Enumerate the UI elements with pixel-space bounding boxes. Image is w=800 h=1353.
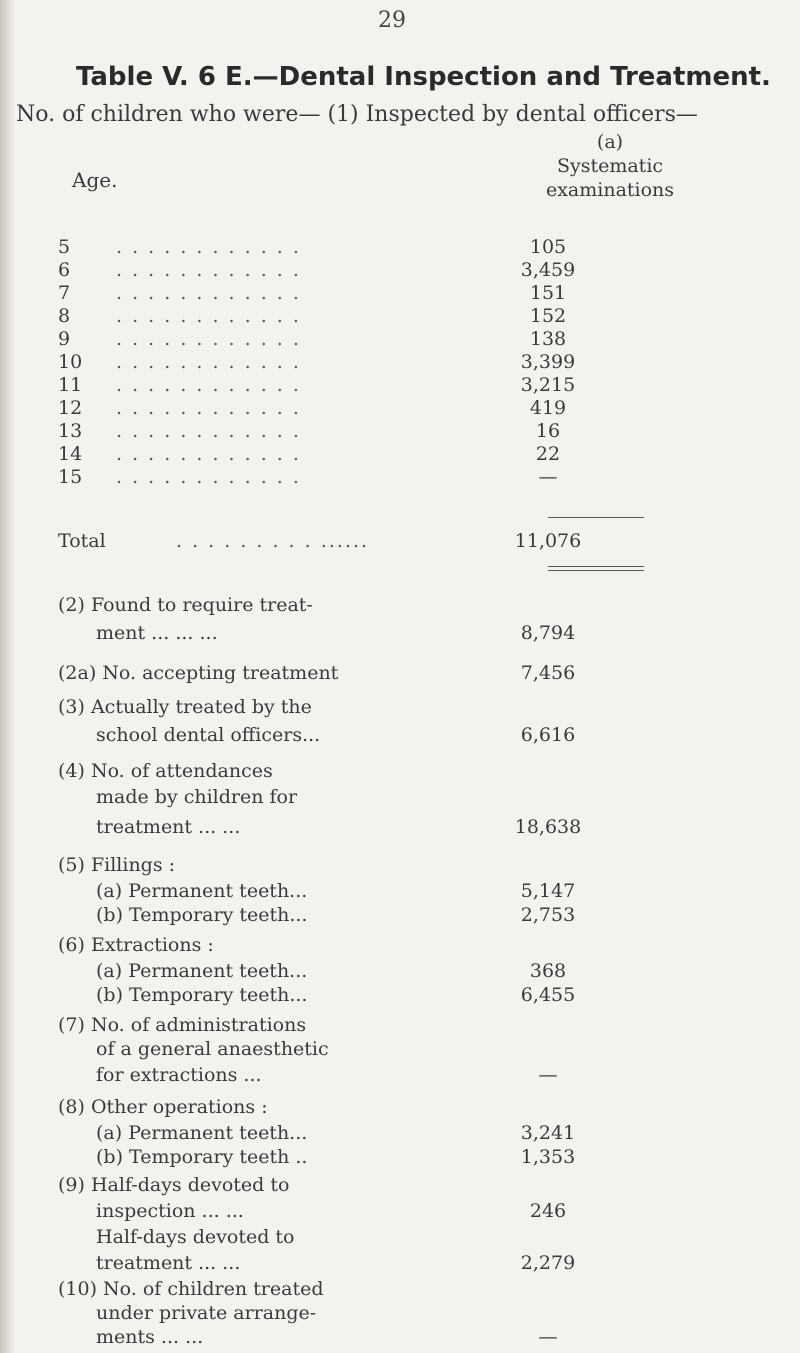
age-label: 10 — [58, 351, 83, 373]
leader-dots: . . . . . . . . . . . . — [116, 420, 301, 442]
age-label: 15 — [58, 466, 83, 488]
item-label: (a) Permanent teeth... — [96, 880, 308, 902]
item-anaesthetic — [58, 1012, 618, 1092]
leader-dots: . . . . . . . . . . . . — [116, 397, 301, 419]
leader-dots: . . . . . . . . . . . . — [116, 466, 301, 488]
age-label: 13 — [58, 420, 83, 442]
item-value: 368 — [529, 960, 567, 982]
leader-dots: . . . . . . . . . . . . — [116, 328, 301, 350]
item-label: (b) Temporary teeth... — [96, 904, 308, 926]
column-letter: (a) — [596, 131, 624, 153]
item-label: of a general anaesthetic — [96, 1038, 329, 1060]
item-value: 5,147 — [520, 880, 576, 902]
item-extractions-temporary — [58, 982, 618, 1010]
subtotal-rule — [548, 517, 644, 518]
item-label: (6) Extractions : — [58, 934, 214, 956]
item-value: — — [538, 1064, 558, 1086]
item-extractions-heading — [58, 932, 618, 960]
table-title: Table V. 6 E.—Dental Inspection and Treatment. — [76, 62, 771, 92]
item-other-operations-heading — [58, 1094, 618, 1122]
item-label: (3) Actually treated by the — [58, 696, 312, 718]
item-value: 6,455 — [520, 984, 576, 1006]
item-value: 2,279 — [520, 1252, 576, 1274]
item-label: inspection ... ... — [96, 1200, 244, 1222]
item-label: treatment ... ... — [96, 816, 241, 838]
item-label: (b) Temporary teeth .. — [96, 1146, 308, 1168]
age-row — [58, 466, 618, 494]
item-label: school dental officers... — [96, 724, 321, 746]
item-value: — — [538, 1326, 558, 1348]
item-value: 2,753 — [520, 904, 576, 926]
item-label: for extractions ... — [96, 1064, 262, 1086]
item-value: 6,616 — [520, 724, 576, 746]
age-label: 7 — [58, 282, 71, 304]
item-require-treatment — [58, 592, 618, 646]
item-label: (2a) No. accepting treatment — [58, 662, 339, 684]
item-label: treatment ... ... — [96, 1252, 241, 1274]
item-attendances — [58, 758, 618, 842]
age-value: 138 — [529, 328, 567, 350]
age-value: 151 — [529, 282, 567, 304]
item-value: 1,353 — [520, 1146, 576, 1168]
item-value: 18,638 — [514, 816, 582, 838]
age-value: 22 — [535, 443, 561, 465]
total-double-rule — [548, 566, 644, 567]
leader-dots: . . . . . . . . . . . . — [116, 374, 301, 396]
item-value: 8,794 — [520, 622, 576, 644]
item-label: Half-days devoted to — [96, 1226, 295, 1248]
item-label: (a) Permanent teeth... — [96, 960, 308, 982]
age-label: 5 — [58, 236, 71, 258]
age-value: 3,215 — [520, 374, 576, 396]
age-label: 6 — [58, 259, 71, 281]
age-value: 3,459 — [520, 259, 576, 281]
leader-dots: . . . . . . . . . . . . — [116, 236, 301, 258]
item-fillings-temporary — [58, 902, 618, 930]
age-value: 419 — [529, 397, 567, 419]
leader-dots: . . . . . . . . . . . . — [116, 305, 301, 327]
item-label: (9) Half-days devoted to — [58, 1174, 290, 1196]
item-label: (2) Found to require treat- — [58, 594, 313, 616]
leader-dots: . . . . . . . . . . . . — [116, 443, 301, 465]
page-edge-shadow — [0, 0, 14, 1353]
item-label: ment ... ... ... — [96, 622, 218, 644]
item-value: 246 — [529, 1200, 567, 1222]
age-label: 9 — [58, 328, 71, 350]
item-label: (a) Permanent teeth... — [96, 1122, 308, 1144]
item-half-days-treatment — [58, 1224, 618, 1278]
item-other-temporary — [58, 1144, 618, 1172]
item-private-arrangements — [58, 1276, 618, 1352]
item-label: ments ... ... — [96, 1326, 204, 1348]
age-label: 12 — [58, 397, 83, 419]
item-value: 7,456 — [520, 662, 576, 684]
item-value: 3,241 — [520, 1122, 576, 1144]
age-label: 11 — [58, 374, 83, 396]
leader-dots: . . . . . . . . . ...... — [176, 530, 369, 552]
leader-dots: . . . . . . . . . . . . — [116, 351, 301, 373]
leader-dots: . . . . . . . . . . . . — [116, 282, 301, 304]
age-value: 16 — [535, 420, 561, 442]
age-value: — — [538, 466, 558, 488]
column-header-line2: examinations — [545, 179, 675, 201]
page-number: 29 — [378, 8, 406, 33]
age-value: 105 — [529, 236, 567, 258]
item-fillings-heading — [58, 852, 618, 880]
age-label: 14 — [58, 443, 83, 465]
item-label: (b) Temporary teeth... — [96, 984, 308, 1006]
item-label: (10) No. of children treated — [58, 1278, 324, 1300]
total-label: Total — [58, 530, 106, 552]
total-value: 11,076 — [514, 530, 582, 552]
table-subtitle: No. of children who were— (1) Inspected by dental officers— — [16, 102, 698, 127]
age-label: 8 — [58, 305, 71, 327]
age-column-header: Age. — [72, 168, 118, 192]
item-actually-treated — [58, 694, 618, 748]
item-accepting-treatment — [58, 660, 618, 688]
item-label: (4) No. of attendances — [58, 760, 273, 782]
item-label: (8) Other operations : — [58, 1096, 268, 1118]
item-label: (7) No. of administrations — [58, 1014, 307, 1036]
item-label: (5) Fillings : — [58, 854, 176, 876]
age-value: 3,399 — [520, 351, 576, 373]
leader-dots: . . . . . . . . . . . . — [116, 259, 301, 281]
item-label: made by children for — [96, 786, 298, 808]
age-value: 152 — [529, 305, 567, 327]
item-label: under private arrange- — [96, 1302, 317, 1324]
column-header-line1: Systematic — [556, 155, 664, 177]
total-row — [58, 530, 618, 558]
item-half-days-inspection — [58, 1172, 618, 1226]
total-double-rule — [548, 570, 644, 571]
